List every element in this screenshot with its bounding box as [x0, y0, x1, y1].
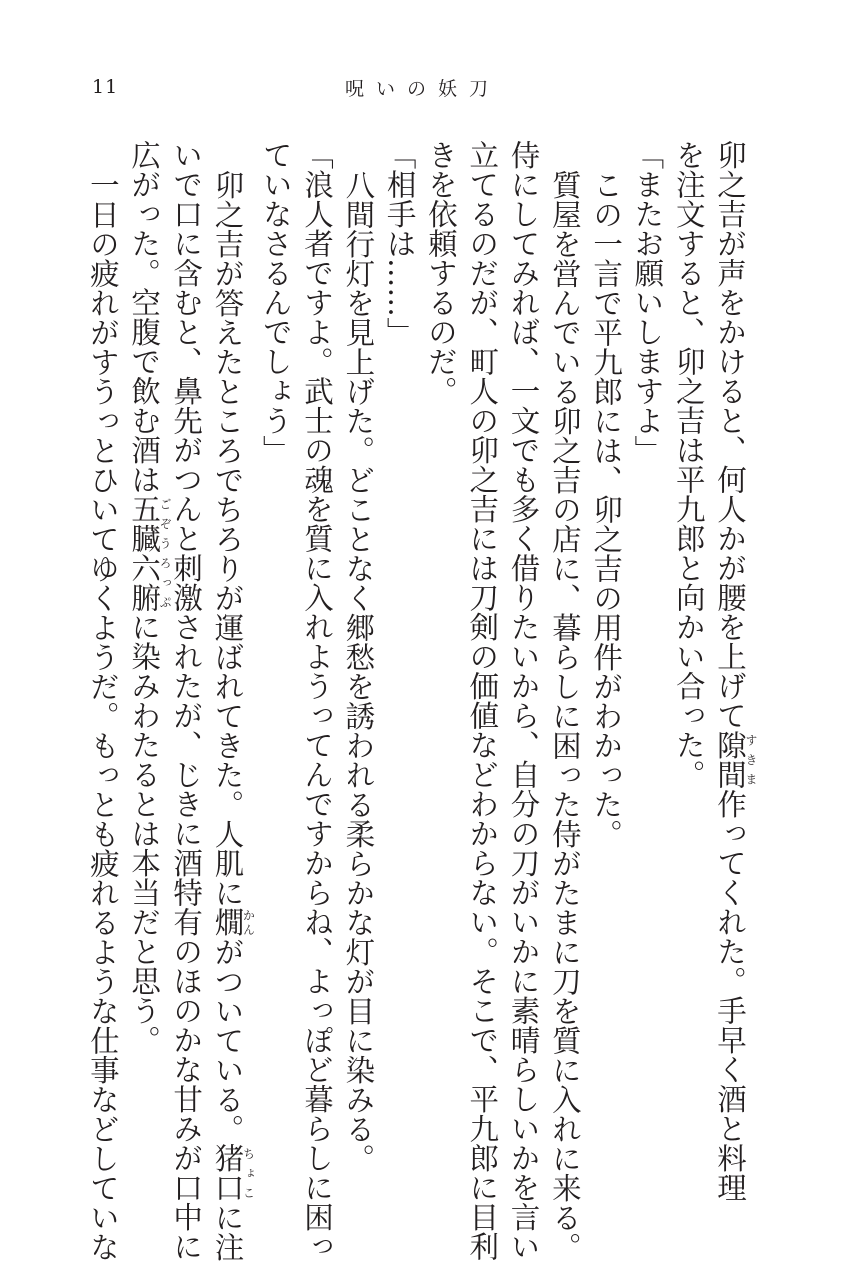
ruby-sukima [713, 730, 747, 789]
paragraph-5 [123, 140, 255, 1110]
ruby-reading: ちょこ [241, 1143, 255, 1202]
ruby-kan [210, 907, 244, 937]
paragraph-4 [337, 140, 378, 1110]
text-line: 「相手は……」 [383, 140, 417, 347]
dialogue-1 [626, 140, 667, 1110]
text-line: 卯之吉が声をかけると、何人かが腰を上げて [713, 140, 747, 730]
ruby-reading: ごぞうろっぷ [158, 494, 172, 612]
paragraph-3 [420, 140, 585, 1110]
text-line: 広がった。空腹で飲む酒は [127, 140, 161, 494]
text-line: この一言で平九郎には、卯之吉の用件がわかった。 [589, 170, 623, 849]
text-line: ていなさるんでしょう」 [259, 140, 293, 465]
page-number: 11 [92, 76, 118, 98]
ruby-base: 猪口 [210, 1143, 244, 1202]
text-line: に注 [210, 1202, 244, 1261]
text-line: 作ってくれた。手早く酒と料理 [713, 789, 747, 1202]
text-line: 「またお願いしますよ」 [630, 140, 664, 465]
ruby-gozouroppu [127, 494, 161, 612]
ruby-reading: すきま [744, 730, 758, 789]
text-line: に染みわたるとは本当だと思う。 [127, 612, 161, 1055]
paragraph-6 [82, 140, 123, 1110]
text-line: を注文すると、卯之吉は平九郎と向かい合った。 [672, 140, 706, 789]
text-line: いで口に含むと、鼻先がつんと刺激されたが、じきに酒特有のほのかな甘みが口中に [169, 140, 203, 1261]
ruby-base: 燗 [210, 907, 244, 937]
text-line: 「浪人者ですよ。武士の魂を質に入れようってんですからね、よっぽど暮らしに困っ [300, 140, 334, 1261]
dialogue-3 [254, 140, 337, 1110]
paragraph-1 [667, 140, 757, 1110]
text-line: がついている。 [210, 937, 244, 1144]
dialogue-2 [378, 140, 419, 1110]
text-line: きを依頼するのだ。 [424, 140, 458, 406]
paragraph-2 [585, 140, 626, 1110]
body-text [82, 140, 757, 1110]
running-title: 呪いの妖刀 [345, 74, 500, 101]
ruby-choko [210, 1143, 244, 1202]
ruby-base: 隙間 [713, 730, 747, 789]
ruby-reading: かん [241, 907, 255, 937]
text-line: 卯之吉が答えたところでちろりが運ばれてきた。人肌に [210, 170, 244, 908]
text-line: 八間行灯を見上げた。どことなく郷愁を誘われる柔らかな灯が目に染みる。 [341, 170, 375, 1173]
text-line: 質屋を営んでいる卯之吉の店に、暮らしに困った侍がたまに刀を質に入れに来る。 [548, 170, 582, 1261]
text-line: 侍にしてみれば、一文でも多く借りたいから、自分の刀がいかに素晴らしいかを言い [507, 140, 541, 1261]
text-line: 一日の疲れがすうっとひいてゆくようだ。もっとも疲れるような仕事などしていな [86, 170, 120, 1261]
ruby-base: 五臓六腑 [127, 494, 161, 612]
text-line: 立てるのだが、町人の卯之吉には刀剣の価値などわからない。そこで、平九郎に目利 [465, 140, 499, 1261]
